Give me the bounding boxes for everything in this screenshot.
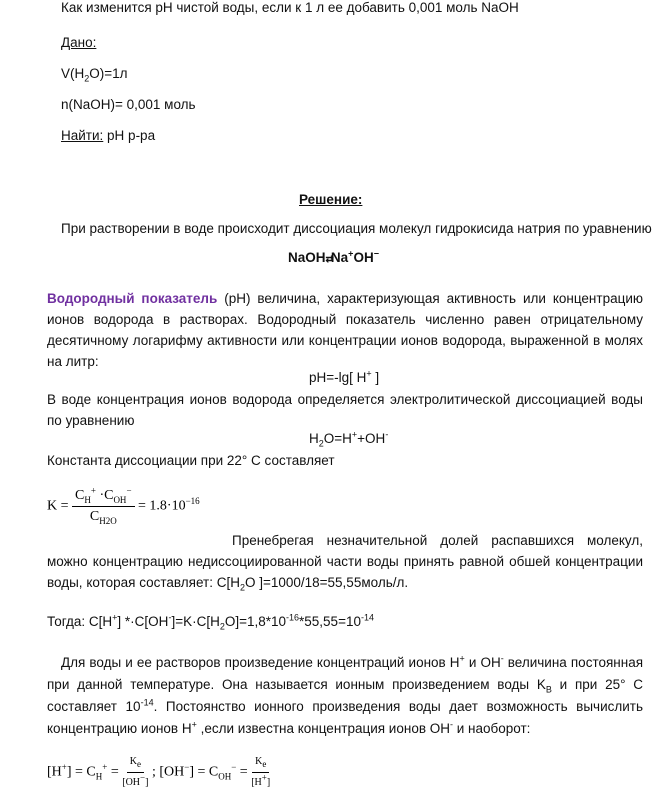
water-concentration-text: Пренебрегая незначительной долей распавшихся молекул, можно концентрацию недиссоциированной части воды принять равной обшей концентрации воды, которая составляет: $С[H_2O$ ]=1000/18=55,55моль/л. bbox=[47, 533, 643, 593]
water-dissociation-text: В воде концентрация ионов водорода определяется электролитической диссоциацией воды по уравнению bbox=[47, 392, 643, 428]
ionic-product-text: Для воды и ее растворов произведение концентраций ионов H+ и OH- величина постоянная при данной температуре. Она называется ионным произведением воды $K_B$ и при 25° С составляет $10^{-14}$. Постоянство ионного произведения воды дает возможность вычислить концентрацию ионов H+ ,если известна концентрация ионов OH- и наоборот: bbox=[47, 653, 644, 736]
ph-formula: pH=-lg[ H+ ] bbox=[309, 368, 380, 385]
ph-link[interactable]: Водородный показатель bbox=[47, 291, 218, 306]
oh-fraction: $\frac{K_e}{[H^+]}$ bbox=[251, 752, 270, 793]
concentration-formulas: $[H^+] = C_H^+$ = $\frac{K_e}{[OH^-]}$ ; $[OH^-] = C_{OH}^-$ = $\frac{K_e}{[H^+]}$ bbox=[47, 752, 270, 793]
k-fraction: $\frac{C_H^+ \cdot C_{OH}^-}{C_{H2O}}$ bbox=[72, 486, 135, 527]
ionic-product-calc: Тогда: C[H+] $*\cdot C[OH^-]=K\cdot C[H_2O]=1,8*10^{-16}*55,55=10^{-14}$ bbox=[47, 612, 374, 632]
given-moles: n(NaOH)= 0,001 моль bbox=[61, 97, 196, 112]
solution-heading: Решение: bbox=[299, 192, 363, 207]
find-label: Найти: bbox=[61, 128, 104, 143]
ph-definition: Водородный показатель (рН) величина, характеризующая активность или концентрацию ионов водорода в растворах. Водородный показатель численно равен отрицательному десятичному логарифму активности или концентрации ионов водорода, выраженной в молях на литр: bbox=[47, 291, 643, 369]
constant-text: Константа диссоциации при 22° С составляет bbox=[47, 453, 335, 468]
find-line: Найти: pH р-ра bbox=[61, 128, 156, 143]
water-equation: $H_2O=H^++OH^-$ bbox=[309, 429, 389, 449]
k-formula: K = $\frac{C_H^+ \cdot C_{OH}^-}{C_{H2O}}$ = $1.8\cdot 10^{-16}$ bbox=[47, 485, 200, 526]
dissociation-text: При растворении в воде происходит диссоциация молекул гидрокисида натрия по уравнению bbox=[61, 221, 652, 236]
given-volume: $V(H_2O)=1л$ bbox=[61, 66, 128, 84]
problem-statement: Как изменится pH чистой воды, если к 1 л ее добавить 0,001 моль NaOH bbox=[61, 0, 519, 15]
naoh-equation: NaOH⇄Na+OH− bbox=[288, 248, 379, 265]
h-fraction: $\frac{K_e}{[OH^-]}$ bbox=[122, 752, 148, 793]
given-label: Дано: bbox=[61, 35, 97, 50]
